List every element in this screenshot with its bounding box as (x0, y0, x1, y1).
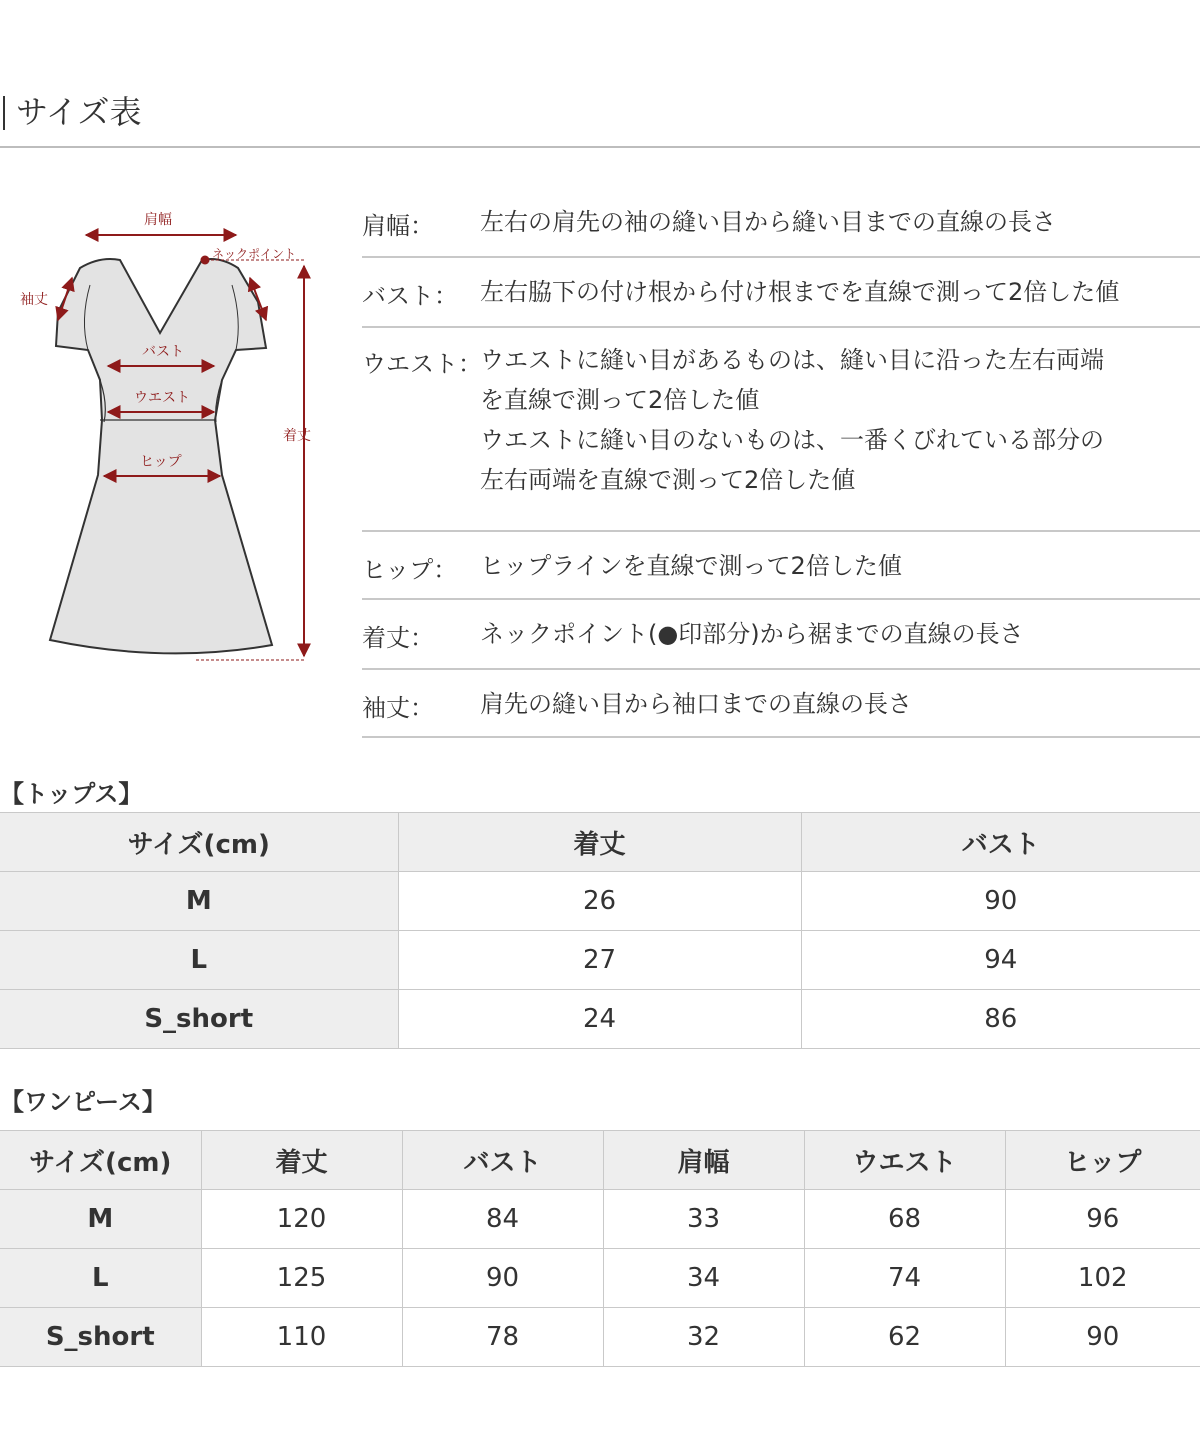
definition-text: ウエストに縫い目のないものは、一番くびれている部分の (480, 426, 1104, 454)
definition-text: 左右両端を直線で測って2倍した値 (480, 466, 856, 494)
table-header-row (0, 1131, 1200, 1190)
table-cell: 125 (201, 1249, 402, 1308)
column-header: ウエスト (804, 1131, 1005, 1190)
onepiece-size-table (0, 1130, 1200, 1367)
waist-label: ウエスト (134, 390, 190, 406)
definition-text: ネックポイント(●印部分)から裾までの直線の長さ (480, 620, 1024, 648)
column-header: 肩幅 (603, 1131, 804, 1190)
table-cell: 24 (398, 990, 801, 1049)
table-row (0, 990, 1200, 1049)
definition-row (362, 670, 1200, 738)
shoulder-label: 肩幅 (144, 212, 172, 228)
onepiece-heading: 【ワンピース】 (0, 1088, 166, 1116)
table-cell: 96 (1005, 1190, 1200, 1249)
page-title: サイズ表 (16, 93, 142, 131)
definition-row (362, 258, 1200, 328)
column-header: バスト (801, 813, 1200, 872)
table-cell: 86 (801, 990, 1200, 1049)
table-cell: 90 (801, 872, 1200, 931)
length-label: 着丈 (283, 428, 311, 444)
column-header: サイズ(cm) (0, 1131, 201, 1190)
definition-term: 着丈： (362, 624, 434, 652)
table-cell: 33 (603, 1190, 804, 1249)
table-row (0, 1308, 1200, 1367)
size-cell: L (0, 931, 398, 990)
definition-text: を直線で測って2倍した値 (480, 386, 760, 414)
size-cell: L (0, 1249, 201, 1308)
definition-text: ウエストに縫い目があるものは、縫い目に沿った左右両端 (480, 346, 1104, 374)
definition-term: 袖丈： (362, 694, 434, 722)
table-cell: 68 (804, 1190, 1005, 1249)
table-cell: 94 (801, 931, 1200, 990)
size-cell: M (0, 1190, 201, 1249)
definition-term: ヒップ： (362, 556, 458, 584)
measurement-definitions (362, 196, 1200, 738)
definition-row (362, 196, 1200, 258)
column-header: 着丈 (201, 1131, 402, 1190)
column-header: バスト (402, 1131, 603, 1190)
bust-label: バスト (142, 344, 184, 360)
definition-text: 左右脇下の付け根から付け根までを直線で測って2倍した値 (480, 278, 1120, 306)
table-cell: 32 (603, 1308, 804, 1367)
size-cell: S_short (0, 990, 398, 1049)
page-header (0, 92, 1200, 132)
column-header: ヒップ (1005, 1131, 1200, 1190)
table-row (0, 1190, 1200, 1249)
table-cell: 84 (402, 1190, 603, 1249)
table-row (0, 872, 1200, 931)
sleeve-label: 袖丈 (20, 292, 48, 308)
table-cell: 26 (398, 872, 801, 931)
column-header: 着丈 (398, 813, 801, 872)
tops-heading: 【トップス】 (0, 780, 143, 808)
table-cell: 74 (804, 1249, 1005, 1308)
column-header: サイズ(cm) (0, 813, 398, 872)
definition-row (362, 328, 1200, 532)
table-cell: 120 (201, 1190, 402, 1249)
title-accent-bar (3, 96, 5, 130)
definition-row (362, 600, 1200, 670)
neck-point-label: ネックポイント (212, 247, 297, 261)
table-cell: 62 (804, 1308, 1005, 1367)
header-divider (0, 146, 1200, 148)
table-row (0, 931, 1200, 990)
definition-term: 肩幅： (362, 212, 434, 240)
table-cell: 34 (603, 1249, 804, 1308)
definition-term: ウエスト： (362, 350, 482, 378)
table-cell: 90 (402, 1249, 603, 1308)
table-cell: 102 (1005, 1249, 1200, 1308)
table-cell: 27 (398, 931, 801, 990)
definition-text: 肩先の縫い目から袖口までの直線の長さ (480, 690, 912, 718)
definition-row (362, 532, 1200, 600)
table-cell: 110 (201, 1308, 402, 1367)
tops-size-table (0, 812, 1200, 1049)
table-cell: 78 (402, 1308, 603, 1367)
definition-text: 左右の肩先の袖の縫い目から縫い目までの直線の長さ (480, 208, 1056, 236)
table-cell: 90 (1005, 1308, 1200, 1367)
table-row (0, 1249, 1200, 1308)
definition-text: ヒップラインを直線で測って2倍した値 (480, 552, 902, 580)
size-cell: M (0, 872, 398, 931)
definition-term: バスト： (362, 282, 458, 310)
hip-label: ヒップ (140, 454, 182, 470)
garment-diagram (0, 190, 340, 680)
size-cell: S_short (0, 1308, 201, 1367)
table-header-row (0, 813, 1200, 872)
